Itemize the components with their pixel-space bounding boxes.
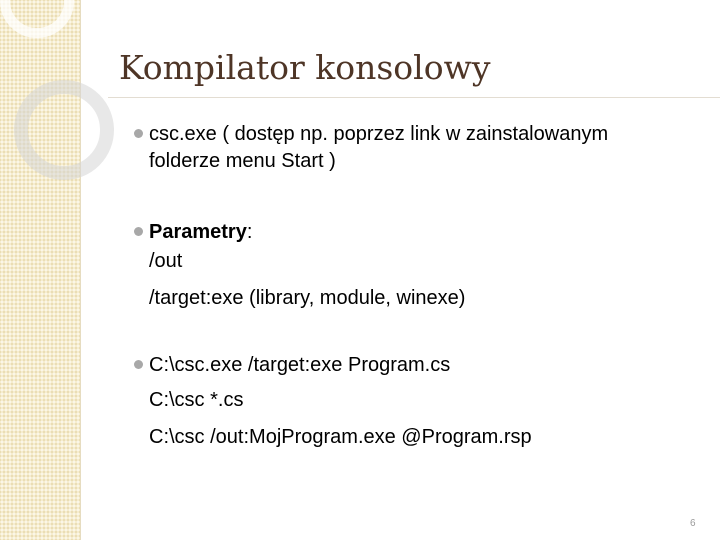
bullet-dot-icon: [134, 360, 143, 369]
bullet-line: csc.exe ( dostęp np. poprzez link w zainstalowanym: [149, 123, 609, 145]
side-band-border: [80, 0, 81, 540]
slide-title: Kompilator konsolowy: [119, 48, 491, 87]
bullet-dot-icon: [134, 227, 143, 236]
parameters-heading-colon: :: [246, 221, 253, 243]
bullet-line: folderze menu Start ): [149, 150, 336, 172]
bullet-line: /out: [149, 250, 183, 272]
page-number: 6: [690, 518, 696, 529]
bullet-dot-icon: [134, 129, 143, 138]
bullet-line: C:\csc.exe /target:exe Program.cs: [149, 354, 451, 376]
parameters-heading: Parametry: [149, 221, 247, 243]
decorative-ring-middle: [14, 80, 114, 180]
bullet-line: C:\csc /out:MojProgram.exe @Program.rsp: [149, 426, 532, 448]
title-divider: [108, 97, 720, 98]
bullet-line: C:\csc *.cs: [149, 389, 244, 411]
bullet-line: /target:exe (library, module, winexe): [149, 287, 466, 309]
bullet-heading: [149, 219, 252, 245]
